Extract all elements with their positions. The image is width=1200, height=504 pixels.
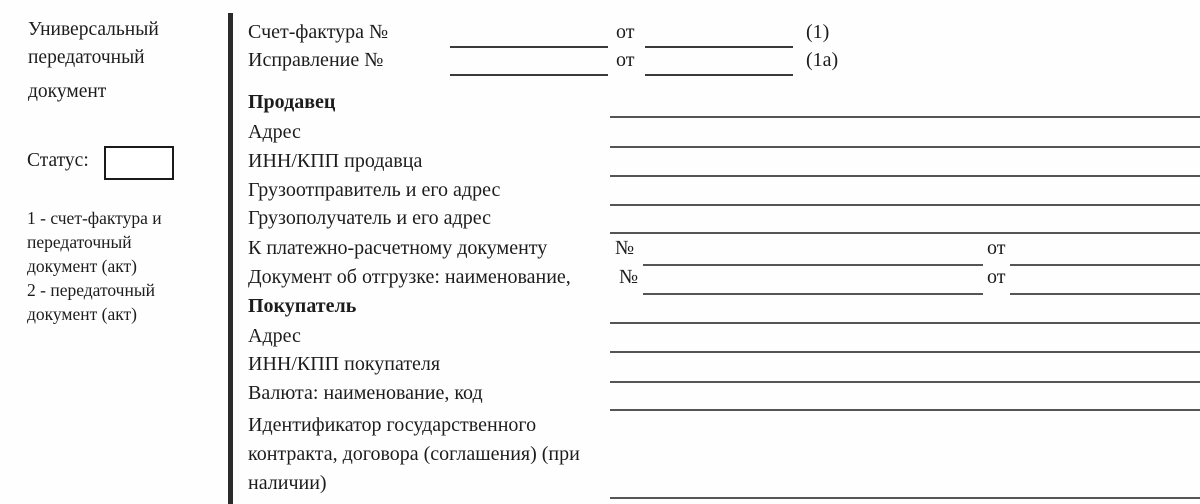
invoice-from-label: от bbox=[616, 21, 635, 43]
consignor-label: Грузоотправитель и его адрес bbox=[248, 179, 501, 201]
consignee-label: Грузополучатель и его адрес bbox=[248, 207, 491, 229]
seller-blank[interactable] bbox=[610, 94, 1200, 118]
consignee-blank[interactable] bbox=[610, 210, 1200, 234]
invoice-date-blank[interactable] bbox=[645, 24, 793, 48]
payment-doc-label: К платежно-расчетному документу bbox=[248, 237, 548, 259]
seller-label: Продавец bbox=[248, 91, 336, 113]
buyer-blank[interactable] bbox=[610, 300, 1200, 324]
status-notes bbox=[27, 206, 203, 326]
status-box[interactable] bbox=[104, 146, 174, 180]
vertical-divider bbox=[228, 13, 233, 504]
seller-inn-label: ИНН/КПП продавца bbox=[248, 150, 423, 172]
buyer-label: Покупатель bbox=[248, 295, 357, 317]
status-note-1: 1 - счет-фактура и передаточный документ (акт) bbox=[27, 208, 162, 276]
buyer-inn-blank[interactable] bbox=[610, 359, 1200, 383]
shipment-doc-number-blank[interactable] bbox=[643, 271, 983, 295]
status-note-2: 2 - передаточный документ (акт) bbox=[27, 280, 155, 324]
seller-address-label: Адрес bbox=[248, 121, 301, 143]
payment-doc-no-sign: № bbox=[615, 237, 635, 259]
correction-from-label: от bbox=[616, 49, 635, 71]
shipment-doc-no-sign: № bbox=[619, 266, 639, 288]
gov-contract-label: Идентификатор государственного контракта, договора (соглашения) (при наличии) bbox=[248, 414, 580, 494]
seller-address-blank[interactable] bbox=[610, 124, 1200, 148]
invoice-code: (1) bbox=[806, 21, 830, 43]
doc-title-line-3: документ bbox=[28, 81, 107, 102]
consignor-blank[interactable] bbox=[610, 182, 1200, 206]
correction-date-blank[interactable] bbox=[645, 52, 793, 76]
currency-label: Валюта: наименование, код bbox=[248, 382, 483, 404]
buyer-inn-label: ИНН/КПП покупателя bbox=[248, 353, 441, 375]
correction-number-label: Исправление № bbox=[248, 49, 384, 71]
buyer-address-blank[interactable] bbox=[610, 329, 1200, 353]
doc-title-line-2: передаточный bbox=[28, 47, 145, 68]
seller-inn-blank[interactable] bbox=[610, 153, 1200, 177]
payment-doc-date-blank[interactable] bbox=[1010, 242, 1200, 266]
shipment-doc-label: Документ об отгрузке: наименование, bbox=[248, 266, 571, 288]
doc-title-line-1: Универсальный bbox=[28, 19, 159, 40]
status-label: Статус: bbox=[27, 150, 89, 171]
invoice-number-blank[interactable] bbox=[450, 24, 608, 48]
buyer-address-label: Адрес bbox=[248, 325, 301, 347]
shipment-doc-from-label: от bbox=[987, 266, 1006, 288]
correction-number-blank[interactable] bbox=[450, 52, 608, 76]
invoice-number-label: Счет-фактура № bbox=[248, 21, 389, 43]
currency-blank[interactable] bbox=[610, 387, 1200, 411]
correction-code: (1а) bbox=[806, 49, 839, 71]
payment-doc-from-label: от bbox=[987, 237, 1006, 259]
gov-contract-blank[interactable] bbox=[610, 475, 1200, 499]
payment-doc-number-blank[interactable] bbox=[643, 242, 983, 266]
shipment-doc-date-blank[interactable] bbox=[1010, 271, 1200, 295]
